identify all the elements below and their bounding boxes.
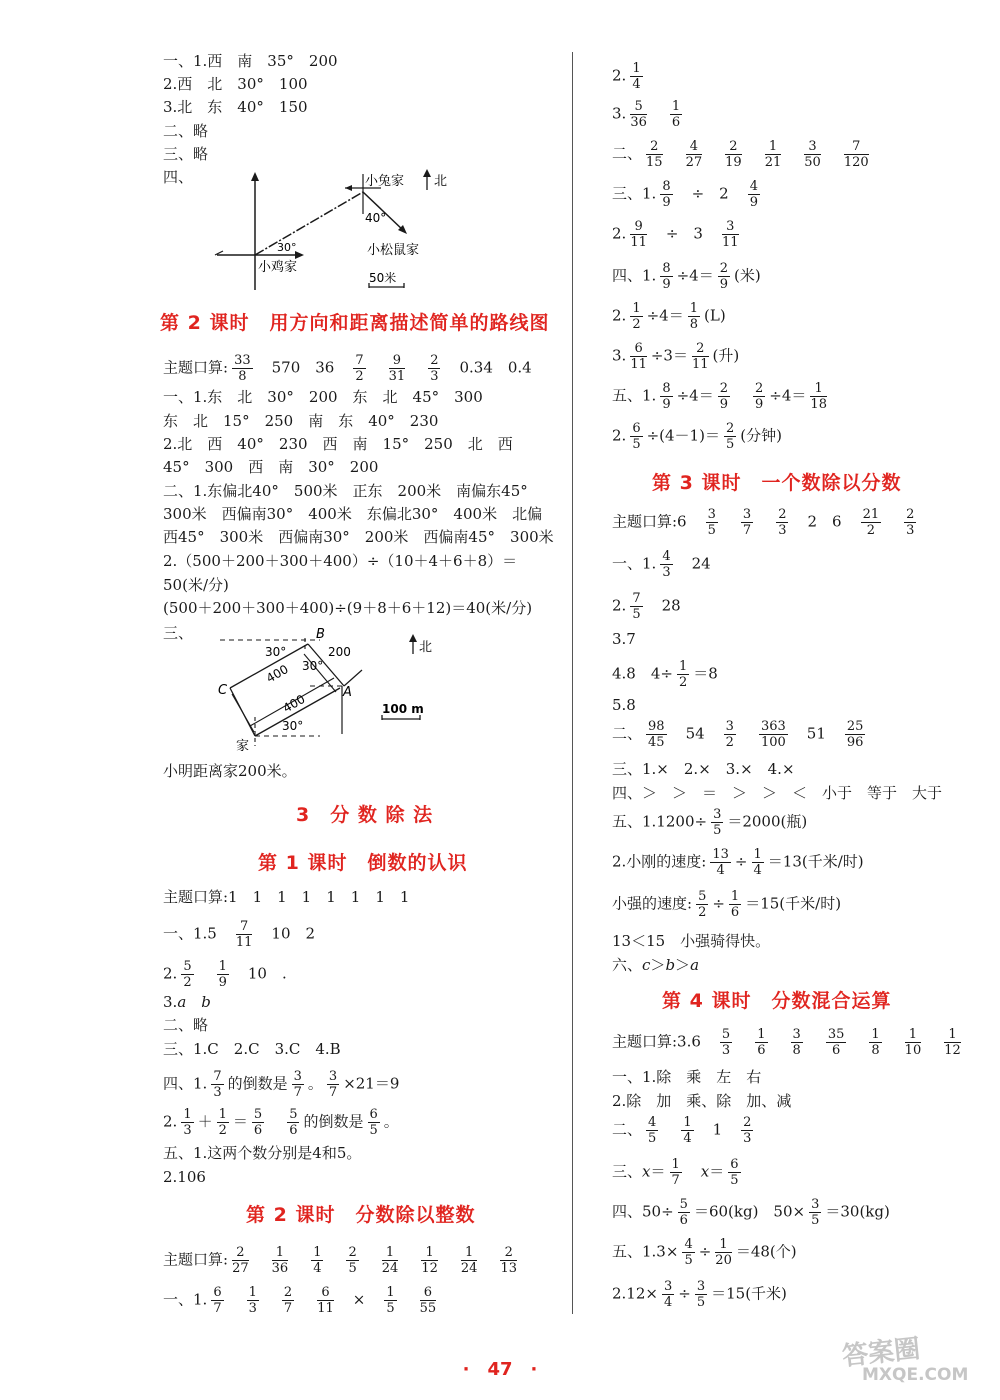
fraction: $\frac{1}{4}$ (313, 1245, 322, 1276)
north-label: 北 (419, 640, 433, 655)
fraction: $\frac{2}{27}$ (232, 1245, 249, 1276)
answer-line: 三、略 (163, 145, 209, 163)
section-heading-h4: 第 2 课时 分数除以整数 (246, 1204, 476, 1226)
fraction: $\frac{7}{5}$ (632, 591, 641, 622)
fraction: $\frac{2}{9}$ (755, 381, 764, 412)
fraction: $\frac{2}{5}$ (725, 421, 735, 452)
fraction: $\frac{1}{18}$ (810, 381, 827, 412)
fraction: $\frac{5}{2}$ (698, 889, 707, 920)
north-label: 北 (434, 174, 448, 189)
answer-line: 一、1.5 $\frac{7}{11}$ 10 2 (163, 919, 316, 950)
answer-line: 一、1.除 乘 左 右 (612, 1068, 762, 1086)
answer-line: 2. $\frac{7}{5}$ 28 (612, 591, 681, 622)
angle-label: 30° (265, 645, 287, 659)
section-heading-h1: 第 2 课时 用方向和距离描述简单的路线图 (160, 312, 550, 334)
fraction: $\frac{2}{7}$ (283, 1285, 293, 1316)
fraction: $\frac{4}{3}$ (662, 549, 671, 580)
fraction: $\frac{21}{2}$ (862, 507, 880, 538)
squirrel-home-label: 小松鼠家 (367, 243, 420, 258)
answer-line: 六、c＞b＞a (612, 956, 700, 974)
answer-line: 三、x＝ $\frac{1}{7}$ x＝ $\frac{6}{5}$ (612, 1157, 739, 1188)
answer-line: 3.7 (612, 630, 636, 648)
point-label: B (316, 627, 325, 642)
scale-label: 100 m (382, 702, 424, 716)
fraction: $\frac{35}{6}$ (827, 1027, 845, 1058)
fraction: $\frac{1}{20}$ (715, 1237, 732, 1268)
fraction: $\frac{7}{11}$ (235, 919, 253, 950)
north-arrow-head (409, 634, 417, 642)
fraction: $\frac{5}{6}$ (289, 1107, 298, 1138)
fraction: $\frac{33}{8}$ (234, 353, 251, 384)
fraction: $\frac{3}{7}$ (742, 507, 752, 538)
fraction: $\frac{1}{3}$ (248, 1285, 257, 1316)
fraction: $\frac{1}{9}$ (218, 959, 227, 990)
fraction: $\frac{1}{3}$ (183, 1107, 192, 1138)
column-divider (572, 52, 573, 1314)
answer-line: 主题口算: $\frac{2}{27}$ $\frac{1}{36}$ $\frac{1}{4}$ $\frac{2}{5}$ $\frac{1}{24}$ $\frac{1}{12}$ $\frac{1}{24}$ $\frac{2}{13}$ (163, 1245, 518, 1276)
fraction: $\frac{3}{5}$ (811, 1197, 820, 1228)
section-heading-h2: 3 分 数 除 法 (296, 804, 434, 826)
answer-line: 五、1. $\frac{8}{9}$ ÷4＝ $\frac{2}{9}$ $\frac{2}{9}$ ÷4＝ $\frac{1}{18}$ (612, 381, 827, 412)
answer-line: 四、＞ ＞ ＝ ＞ ＞ ＜ 小于 等于 大于 (612, 784, 943, 802)
fraction: $\frac{2}{3}$ (430, 353, 439, 384)
answer-line: 2. $\frac{1}{2}$ ÷4＝ $\frac{1}{8}$ (L) (612, 301, 726, 332)
north-arrow-head (423, 169, 431, 177)
answer-line: 二、 $\frac{2}{15}$ $\frac{4}{27}$ $\frac{2}{19}$ $\frac{1}{21}$ $\frac{3}{50}$ $\frac{7}{120}$ (612, 139, 869, 170)
fraction: $\frac{3}{7}$ (328, 1069, 338, 1100)
answer-line: 主题口算:3.6 $\frac{5}{3}$ $\frac{1}{6}$ $\frac{3}{8}$ $\frac{35}{6}$ $\frac{1}{8}$ $\frac{1}{10}$ $\frac{1}{12}$ (612, 1027, 961, 1058)
fraction: $\frac{6}{5}$ (730, 1157, 739, 1188)
fraction: $\frac{8}{9}$ (662, 261, 671, 292)
fraction: $\frac{3}{7}$ (293, 1069, 302, 1100)
angle-label: 30° (302, 659, 324, 673)
answer-line: 2.小刚的速度: $\frac{13}{4}$ ÷ $\frac{1}{4}$ ＝13(千米/时) (612, 847, 864, 878)
answer-line: 2.西 北 30° 100 (163, 75, 308, 93)
fraction: $\frac{2}{11}$ (691, 341, 709, 372)
watermark-logo: 答案圈 (840, 1333, 922, 1372)
fraction: $\frac{13}{4}$ (712, 847, 729, 878)
answer-line: 300米 西偏南30° 400米 东偏北30° 400米 北偏 (163, 505, 543, 523)
fraction: $\frac{1}{2}$ (218, 1107, 227, 1138)
ray-line (344, 670, 362, 686)
fraction: $\frac{2}{13}$ (500, 1245, 518, 1276)
fraction: $\frac{1}{12}$ (421, 1245, 438, 1276)
fraction: $\frac{363}{100}$ (760, 719, 786, 750)
answer-line: 三、1. $\frac{8}{9}$ ÷ 2 $\frac{4}{9}$ (612, 179, 758, 210)
fraction: $\frac{4}{5}$ (684, 1237, 693, 1268)
fraction: $\frac{3}{2}$ (725, 719, 734, 750)
answer-line: 二、1.东偏北40° 500米 正东 200米 南偏东45° (163, 482, 528, 500)
answer-line: 一、1. $\frac{4}{3}$ 24 (612, 549, 711, 580)
fraction: $\frac{5}{2}$ (183, 959, 192, 990)
direction-diagram-1 (205, 168, 465, 298)
fraction: $\frac{1}{24}$ (460, 1245, 478, 1276)
answer-line: 5.8 (612, 696, 636, 714)
chicken-home-label: 小鸡家 (258, 260, 298, 275)
fraction: $\frac{98}{45}$ (648, 719, 665, 750)
answer-line: 二、 $\frac{4}{5}$ $\frac{1}{4}$ 1 $\frac{2}{3}$ (612, 1115, 752, 1146)
fraction: $\frac{5}{3}$ (721, 1027, 731, 1058)
answer-line: 一、1.东 北 30° 200 东 北 45° 300 (163, 388, 483, 406)
fraction: $\frac{8}{9}$ (662, 179, 671, 210)
fraction: $\frac{1}{2}$ (678, 659, 688, 690)
fraction: $\frac{4}{27}$ (685, 139, 703, 170)
answer-line: 四、1. $\frac{8}{9}$ ÷4＝ $\frac{2}{9}$ (米) (612, 261, 761, 292)
fraction: $\frac{6}{7}$ (213, 1285, 222, 1316)
answer-line: 2. $\frac{5}{2}$ $\frac{1}{9}$ 10 . (163, 959, 287, 990)
answer-line: 13＜15 小强骑得快。 (612, 932, 771, 950)
answer-line: 2. $\frac{1}{4}$ (612, 61, 641, 92)
answer-line: 2. $\frac{9}{11}$ ÷ 3 $\frac{3}{11}$ (612, 219, 739, 250)
answer-line: 2.除 加 乘、除 加、减 (612, 1092, 792, 1110)
answer-line: 二、 $\frac{98}{45}$ 54 $\frac{3}{2}$ $\frac{363}{100}$ 51 $\frac{25}{96}$ (612, 719, 864, 750)
answer-line: 50(米/分) (163, 576, 229, 594)
page-number-value: 47 (487, 1359, 513, 1380)
section-heading-h6: 第 4 课时 分数混合运算 (662, 990, 892, 1012)
answer-line: 东 北 15° 250 南 东 40° 230 (163, 412, 439, 430)
rabbit-home-label: 小兔家 (365, 174, 405, 189)
route-diagram-2 (210, 622, 450, 754)
angle-label: 30° (277, 241, 297, 254)
answer-line: (500＋200＋300＋400)÷(9＋8＋6＋12)＝40(米/分) (163, 599, 533, 617)
answer-line: 2.（500＋200＋300＋400）÷（10＋4＋6＋8）＝ (163, 552, 518, 570)
fraction: $\frac{7}{3}$ (213, 1069, 222, 1100)
fraction: $\frac{1}{24}$ (381, 1245, 399, 1276)
section-heading-h3: 第 1 课时 倒数的认识 (258, 852, 468, 874)
fraction: $\frac{3}{50}$ (804, 139, 821, 170)
fraction: $\frac{6}{11}$ (317, 1285, 334, 1316)
fraction: $\frac{2}{9}$ (719, 381, 728, 412)
segment-label: 200 (328, 645, 351, 659)
scale-label: 50米 (369, 271, 397, 285)
answer-line: 主题口算: $\frac{33}{8}$ 570 36 $\frac{7}{2}$ $\frac{9}{31}$ $\frac{2}{3}$ 0.34 0.4 (163, 353, 532, 384)
answer-line: 4.8 4÷ $\frac{1}{2}$ ＝8 (612, 659, 718, 690)
double-line (232, 694, 254, 732)
watermark-url: MXQE.COM (862, 1365, 969, 1385)
answer-line: 五、1.1200÷ $\frac{3}{5}$ ＝2000(瓶) (612, 807, 808, 838)
fraction: $\frac{1}{6}$ (730, 889, 740, 920)
fraction: $\frac{1}{2}$ (632, 301, 641, 332)
answer-line: 2.12× $\frac{3}{4}$ ÷ $\frac{3}{5}$ ＝15(千米) (612, 1279, 787, 1310)
fraction: $\frac{3}{11}$ (721, 219, 739, 250)
fraction: $\frac{4}{9}$ (749, 179, 758, 210)
answer-line: 一、1.西 南 35° 200 (163, 52, 338, 70)
fraction: $\frac{1}{36}$ (271, 1245, 289, 1276)
home-label: 家 (236, 739, 250, 754)
point-label: C (218, 683, 228, 698)
answer-line: 2.106 (163, 1168, 206, 1186)
fraction: $\frac{1}{7}$ (671, 1157, 680, 1188)
section-heading-h5: 第 3 课时 一个数除以分数 (652, 472, 902, 494)
answer-line: 三、1.× 2.× 3.× 4.× (612, 760, 795, 778)
answer-line: 3. $\frac{5}{36}$ $\frac{1}{6}$ (612, 99, 681, 130)
cross-arrow (345, 185, 352, 191)
answer-line: 小强的速度: $\frac{5}{2}$ ÷ $\frac{1}{6}$ ＝15(千米/时) (612, 889, 842, 920)
answer-line: 一、1. $\frac{6}{7}$ $\frac{1}{3}$ $\frac{2}{7}$ $\frac{6}{11}$ × $\frac{1}{5}$ $\frac{6}{55}$ (163, 1285, 437, 1316)
fraction: $\frac{2}{19}$ (725, 139, 742, 170)
fraction: $\frac{4}{5}$ (648, 1115, 657, 1146)
fraction: $\frac{3}{5}$ (696, 1279, 706, 1310)
fraction: $\frac{5}{6}$ (679, 1197, 688, 1228)
answer-line: 主题口算:1 1 1 1 1 1 1 1 (163, 888, 410, 906)
segment-label: 400 (263, 661, 291, 686)
fraction: $\frac{1}{4}$ (683, 1115, 692, 1146)
answer-line: 2. $\frac{6}{5}$ ÷(4－1)＝ $\frac{2}{5}$ (分钟) (612, 421, 782, 452)
fraction: $\frac{6}{55}$ (419, 1285, 437, 1316)
fraction: $\frac{1}{8}$ (871, 1027, 880, 1058)
answer-line: 3.a b (163, 993, 211, 1011)
fraction: $\frac{2}{3}$ (743, 1115, 752, 1146)
fraction: $\frac{1}{10}$ (904, 1027, 922, 1058)
answer-line: 45° 300 西 南 30° 200 (163, 458, 379, 476)
fraction: $\frac{25}{96}$ (846, 719, 864, 750)
angle-label: 30° (282, 719, 304, 733)
fraction: $\frac{5}{6}$ (253, 1107, 263, 1138)
page-number: · 47 · (462, 1359, 538, 1380)
answer-line: 四、1. $\frac{7}{3}$ 的倒数是 $\frac{3}{7}$ 。 $\frac{3}{7}$ ×21＝9 (163, 1069, 400, 1100)
answer-line: 三、1.C 2.C 3.C 4.B (163, 1040, 341, 1058)
fraction: $\frac{3}{4}$ (663, 1279, 673, 1310)
answer-line: 五、1.这两个数分别是4和5。 (163, 1144, 362, 1162)
fraction: $\frac{1}{4}$ (632, 61, 641, 92)
fraction: $\frac{6}{5}$ (369, 1107, 378, 1138)
fraction: $\frac{7}{2}$ (355, 353, 364, 384)
fraction: $\frac{1}{6}$ (757, 1027, 766, 1058)
fraction: $\frac{7}{120}$ (843, 139, 869, 170)
fraction: $\frac{1}{6}$ (671, 99, 681, 130)
answer-line: 2. $\frac{1}{3}$ ＋ $\frac{1}{2}$ ＝ $\frac{5}{6}$ $\frac{5}{6}$ 的倒数是 $\frac{6}{5}$ 。 (163, 1107, 399, 1138)
fraction: $\frac{6}{5}$ (632, 421, 641, 452)
answer-line: 主题口算:6 $\frac{3}{5}$ $\frac{3}{7}$ $\frac{2}{3}$ 2 6 $\frac{21}{2}$ $\frac{2}{3}$ (612, 507, 915, 538)
fraction: $\frac{3}{8}$ (792, 1027, 801, 1058)
answer-line: 四、50÷ $\frac{5}{6}$ ＝60(kg) 50× $\frac{3}{5}$ ＝30(kg) (612, 1197, 890, 1228)
answer-line: 四、 (163, 168, 194, 186)
fraction: $\frac{2}{3}$ (906, 507, 915, 538)
fraction: $\frac{1}{5}$ (386, 1285, 395, 1316)
answer-line: 3. $\frac{6}{11}$ ÷3＝ $\frac{2}{11}$ (升) (612, 341, 740, 372)
fraction: $\frac{1}{21}$ (764, 139, 782, 170)
fraction: $\frac{1}{4}$ (753, 847, 762, 878)
route-line (255, 192, 363, 255)
segment-label: 400 (280, 691, 308, 716)
fraction: $\frac{1}{12}$ (944, 1027, 961, 1058)
answer-line: 二、略 (163, 122, 209, 140)
fraction: $\frac{2}{3}$ (778, 507, 787, 538)
fraction: $\frac{9}{31}$ (388, 353, 406, 384)
fraction: $\frac{8}{9}$ (662, 381, 671, 412)
fraction: $\frac{9}{11}$ (630, 219, 647, 250)
fraction: $\frac{2}{15}$ (646, 139, 663, 170)
answer-line: 3.北 东 40° 150 (163, 98, 308, 116)
fraction: $\frac{3}{5}$ (707, 507, 716, 538)
fraction: $\frac{5}{36}$ (630, 99, 647, 130)
fraction: $\frac{6}{11}$ (630, 341, 647, 372)
point-label: A (343, 685, 352, 700)
answer-line: 西45° 300米 西偏南30° 200米 西偏南45° 300米 (163, 528, 554, 546)
angle-label: 40° (365, 211, 387, 225)
answer-line: 二、略 (163, 1016, 209, 1034)
answer-line: 小明距离家200米。 (163, 762, 297, 780)
answer-line: 2.北 西 40° 230 西 南 15° 250 北 西 (163, 435, 513, 453)
fraction: $\frac{1}{8}$ (689, 301, 698, 332)
fraction: $\frac{2}{5}$ (348, 1245, 357, 1276)
answer-line: 五、1.3× $\frac{4}{5}$ ÷ $\frac{1}{20}$ ＝48(个) (612, 1237, 797, 1268)
fraction: $\frac{3}{5}$ (713, 807, 722, 838)
answer-line: 三、 (163, 624, 194, 642)
axis-arrow (251, 172, 259, 181)
fraction: $\frac{2}{9}$ (719, 261, 728, 292)
